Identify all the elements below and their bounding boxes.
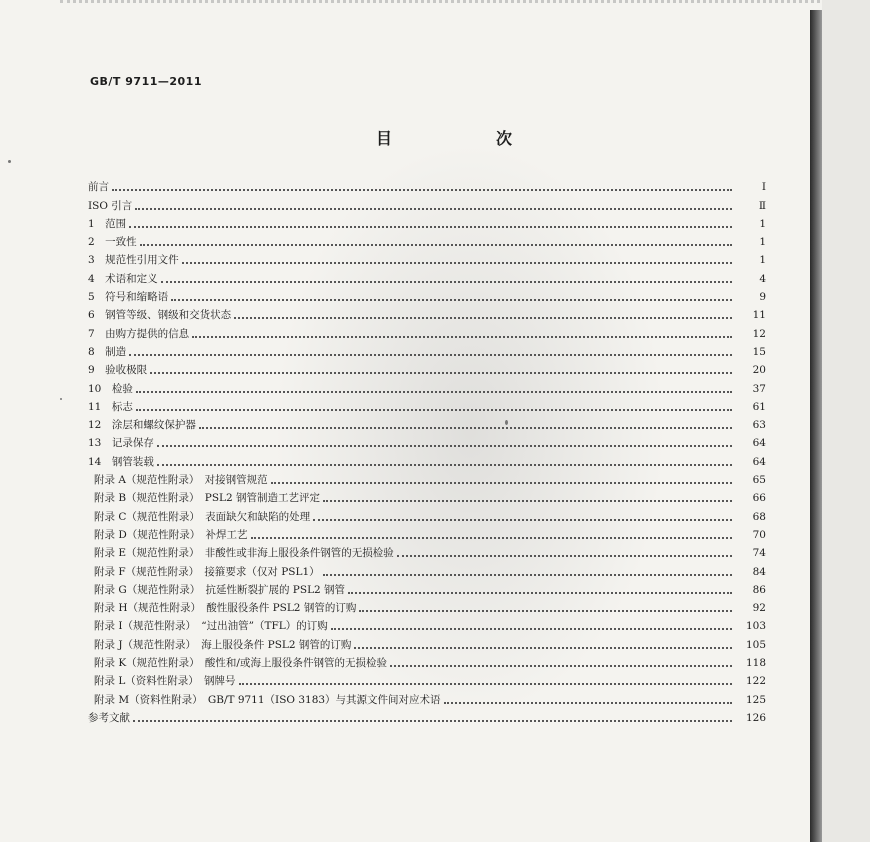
toc-entry[interactable] (88, 213, 766, 231)
toc-entry[interactable] (88, 432, 766, 450)
toc-leader-dots (150, 368, 732, 374)
toc-entry-label: 5 符号和缩略语 (88, 291, 169, 304)
toc-leader-dots (239, 679, 732, 685)
toc-leader-dots (171, 295, 732, 301)
toc-leader-dots (129, 222, 732, 228)
toc-entry-page-number: 103 (745, 620, 766, 633)
toc-leader-dots (182, 258, 732, 264)
toc-leader-dots (133, 716, 732, 722)
toc-entry[interactable] (88, 597, 766, 615)
toc-entry[interactable] (88, 652, 766, 670)
toc-entry-page-number: 4 (759, 272, 766, 285)
toc-entry-page-number: 64 (752, 437, 766, 450)
toc-entry[interactable] (88, 377, 766, 395)
toc-entry-label: 12 涂层和螺纹保护器 (88, 419, 196, 432)
toc-entry[interactable] (88, 542, 766, 560)
toc-entry-page-number: 63 (752, 419, 766, 432)
toc-leader-dots (157, 460, 732, 466)
toc-entry-label: 2 一致性 (88, 236, 137, 249)
toc-entry[interactable] (88, 231, 766, 249)
toc-entry-page-number: 37 (752, 382, 766, 395)
toc-entry[interactable] (88, 524, 766, 542)
toc-entry[interactable] (88, 469, 766, 487)
toc-entry-label: 附录 I（规范性附录） “过出油管”（TFL）的订购 (94, 620, 328, 633)
toc-leader-dots (161, 277, 732, 283)
toc-entry-label: 附录 J（规范性附录） 海上服役条件 PSL2 钢管的订购 (94, 638, 352, 651)
toc-entry-page-number: 9 (759, 291, 766, 304)
toc-entry-page-number: 84 (752, 565, 766, 578)
toc-leader-dots (359, 606, 732, 612)
toc-entry[interactable] (88, 304, 766, 322)
toc-entry[interactable] (88, 286, 766, 304)
toc-entry-page-number: 125 (745, 693, 766, 706)
toc-entry-label: 14 钢管装载 (88, 455, 154, 468)
toc-entry-label: 附录 G（规范性附录） 抗延性断裂扩展的 PSL2 钢管 (94, 583, 346, 596)
toc-entry-label: 4 术语和定义 (88, 272, 158, 285)
toc-entry[interactable] (88, 249, 766, 267)
toc-leader-dots (234, 313, 732, 319)
toc-entry-page-number: 118 (745, 657, 766, 670)
scan-edge-marks (60, 0, 820, 15)
toc-entry[interactable] (88, 414, 766, 432)
toc-entry[interactable] (88, 505, 766, 523)
toc-entry-page-number: 66 (752, 492, 766, 505)
toc-entry-page-number: 68 (752, 510, 766, 523)
toc-entry-label: 前言 (88, 181, 109, 194)
toc-leader-dots (390, 661, 732, 667)
toc-entry[interactable] (88, 615, 766, 633)
toc-entry-page-number: 11 (752, 309, 766, 322)
toc-entry[interactable] (88, 688, 766, 706)
table-of-contents (88, 176, 766, 725)
page-binding-edge (810, 10, 822, 842)
toc-entry-page-number: 70 (752, 528, 766, 541)
toc-entry[interactable] (88, 267, 766, 285)
scan-speck (60, 398, 62, 400)
toc-leader-dots (251, 533, 732, 539)
toc-entry-label: 附录 H（规范性附录） 酸性服役条件 PSL2 钢管的订购 (94, 602, 357, 615)
toc-entry-page-number: 15 (752, 345, 766, 358)
toc-leader-dots (271, 478, 732, 484)
toc-entry[interactable] (88, 579, 766, 597)
toc-leader-dots (135, 204, 732, 210)
toc-entry-label: 附录 B（规范性附录） PSL2 钢管制造工艺评定 (94, 492, 321, 505)
toc-entry[interactable] (88, 450, 766, 468)
toc-leader-dots (129, 350, 732, 356)
toc-leader-dots (323, 570, 732, 576)
toc-leader-dots (140, 240, 732, 246)
toc-entry-page-number: 126 (745, 711, 766, 724)
toc-title: 目 次 (376, 129, 557, 148)
toc-entry-page-number: 122 (745, 675, 766, 688)
toc-entry-label: 1 范围 (88, 217, 127, 230)
toc-leader-dots (112, 185, 732, 191)
toc-entry-label: 11 标志 (88, 400, 133, 413)
toc-entry-label: 附录 L（资料性附录） 钢牌号 (94, 675, 236, 688)
toc-entry-page-number: Ⅱ (758, 199, 766, 212)
toc-entry-label: 10 检验 (88, 382, 133, 395)
toc-leader-dots (397, 551, 732, 557)
toc-entry-page-number: 1 (759, 217, 766, 230)
toc-entry[interactable] (88, 322, 766, 340)
toc-leader-dots (136, 405, 732, 411)
toc-entry-label: 附录 E（规范性附录） 非酸性或非海上服役条件钢管的无损检验 (94, 547, 394, 560)
toc-leader-dots (444, 698, 732, 704)
toc-entry-page-number: 74 (752, 547, 766, 560)
toc-leader-dots (313, 515, 732, 521)
toc-entry-label: 6 钢管等级、钢级和交货状态 (88, 309, 232, 322)
scan-margin (822, 0, 870, 842)
toc-entry[interactable] (88, 560, 766, 578)
toc-entry-label: 3 规范性引用文件 (88, 254, 179, 267)
toc-leader-dots (354, 643, 732, 649)
toc-entry[interactable] (88, 176, 766, 194)
toc-entry-label: 8 制造 (88, 345, 127, 358)
toc-entry-label: 附录 C（规范性附录） 表面缺欠和缺陷的处理 (94, 510, 311, 523)
scan-speck (8, 160, 11, 163)
toc-entry[interactable] (88, 341, 766, 359)
toc-entry[interactable] (88, 633, 766, 651)
toc-entry-label: 附录 F（规范性附录） 接箍要求（仅对 PSL1） (94, 565, 320, 578)
toc-entry-label: 参考文献 (88, 711, 130, 724)
toc-entry[interactable] (88, 396, 766, 414)
toc-entry[interactable] (88, 194, 766, 212)
toc-entry-page-number: 65 (752, 474, 766, 487)
scan-speck (505, 420, 508, 425)
document-code: GB/T 9711—2011 (90, 75, 202, 88)
toc-entry-label: 附录 D（规范性附录） 补焊工艺 (94, 528, 248, 541)
toc-leader-dots (157, 441, 732, 447)
toc-entry-page-number: 92 (752, 602, 766, 615)
toc-entry-page-number: 1 (759, 254, 766, 267)
toc-entry-page-number: 12 (752, 327, 766, 340)
toc-entry-page-number: 86 (752, 583, 766, 596)
toc-entry[interactable] (88, 359, 766, 377)
toc-entry-label: 7 由购方提供的信息 (88, 327, 190, 340)
toc-entry-label: 13 记录保存 (88, 437, 154, 450)
toc-leader-dots (199, 423, 732, 429)
toc-entry-page-number: 64 (752, 455, 766, 468)
toc-entry[interactable] (88, 707, 766, 725)
toc-entry-page-number: 20 (752, 364, 766, 377)
toc-entry-label: 9 验收极限 (88, 364, 148, 377)
toc-entry-page-number: 61 (752, 400, 766, 413)
toc-entry-label: 附录 A（规范性附录） 对接钢管规范 (94, 474, 268, 487)
toc-leader-dots (192, 332, 732, 338)
toc-leader-dots (331, 624, 732, 630)
toc-entry-label: 附录 M（资料性附录） GB/T 9711（ISO 3183）与其源文件间对应术语 (94, 693, 441, 706)
toc-entry-page-number: 105 (745, 638, 766, 651)
toc-entry[interactable] (88, 487, 766, 505)
toc-entry[interactable] (88, 670, 766, 688)
toc-entry-label: ISO 引言 (88, 199, 133, 212)
toc-leader-dots (136, 387, 732, 393)
toc-entry-label: 附录 K（规范性附录） 酸性和/或海上服役条件钢管的无损检验 (94, 657, 387, 670)
toc-leader-dots (323, 496, 732, 502)
toc-entry-page-number: 1 (759, 236, 766, 249)
toc-leader-dots (348, 588, 732, 594)
toc-entry-page-number: Ⅰ (761, 181, 766, 194)
